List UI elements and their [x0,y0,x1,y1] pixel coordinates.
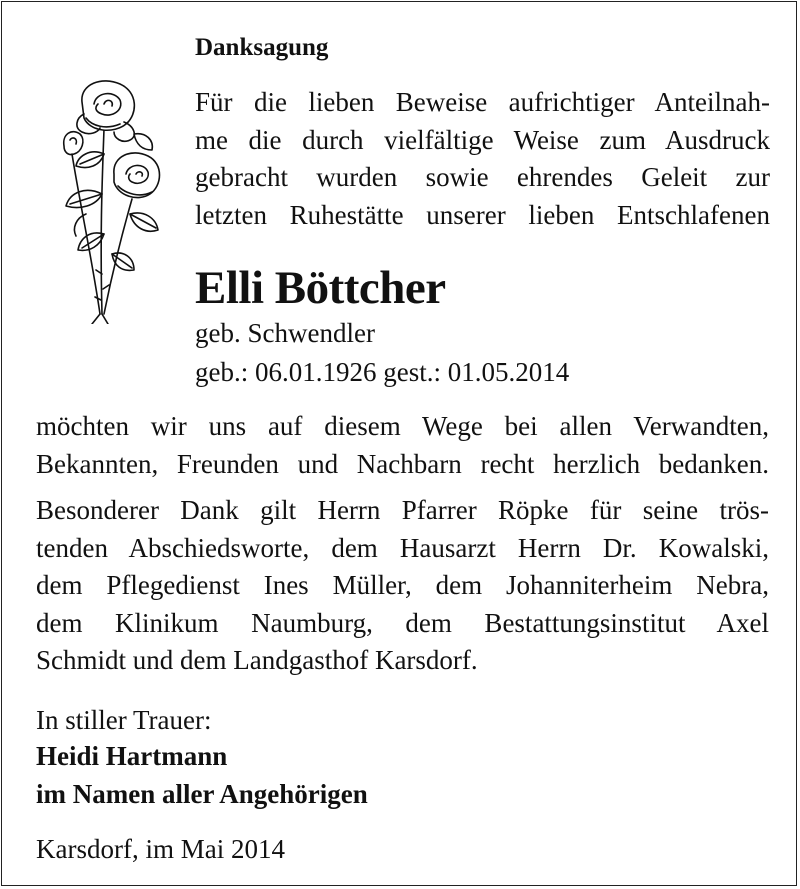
on-behalf-line: im Namen aller Angehörigen [36,779,368,809]
thanks-line: Bekannten, Freunden und Nachbarn recht herzlich bedanken. [36,448,769,479]
special-thanks-line: tenden Abschiedsworte, dem Hausarzt Herrn Dr. Kowalski, [36,532,769,563]
special-thanks-paragraph [36,492,769,680]
intro-line: me die durch vielfältige Weise zum Ausdruck [195,124,770,155]
special-thanks-line: dem Klinikum Naumburg, dem Bestattungsinstitut Axel [36,607,769,638]
special-thanks-line: Besonderer Dank gilt Herrn Pfarrer Röpke für seine trös- [36,495,769,525]
rose-icon [42,74,172,324]
life-dates: geb.: 06.01.1926 gest.: 01.05.2014 [195,357,570,387]
intro-text [195,84,770,234]
in-mourning-label: In stiller Trauer: [36,705,212,735]
maiden-name: geb. Schwendler [195,318,375,348]
thanks-line: möchten wir uns auf diesem Wege bei allen Verwandten, [36,411,769,441]
special-thanks-line: dem Pflegedienst Ines Müller, dem Johanniterheim Nebra, [36,570,769,600]
obituary-card [1,1,797,886]
thanks-paragraph [36,408,769,483]
heading: Danksagung [195,34,329,61]
intro-line: gebracht wurden sowie ehrendes Geleit zur [195,162,770,192]
deceased-name: Elli Böttcher [195,262,446,314]
special-thanks-line: Schmidt und dem Landgasthof Karsdorf. [36,645,478,675]
intro-line: letzten Ruhestätte unserer lieben Entschlafenen [195,199,770,230]
signer-name: Heidi Hartmann [36,741,228,771]
intro-line: Für die lieben Beweise aufrichtiger Anteilnah- [195,87,770,117]
place-date: Karsdorf, im Mai 2014 [36,834,285,864]
